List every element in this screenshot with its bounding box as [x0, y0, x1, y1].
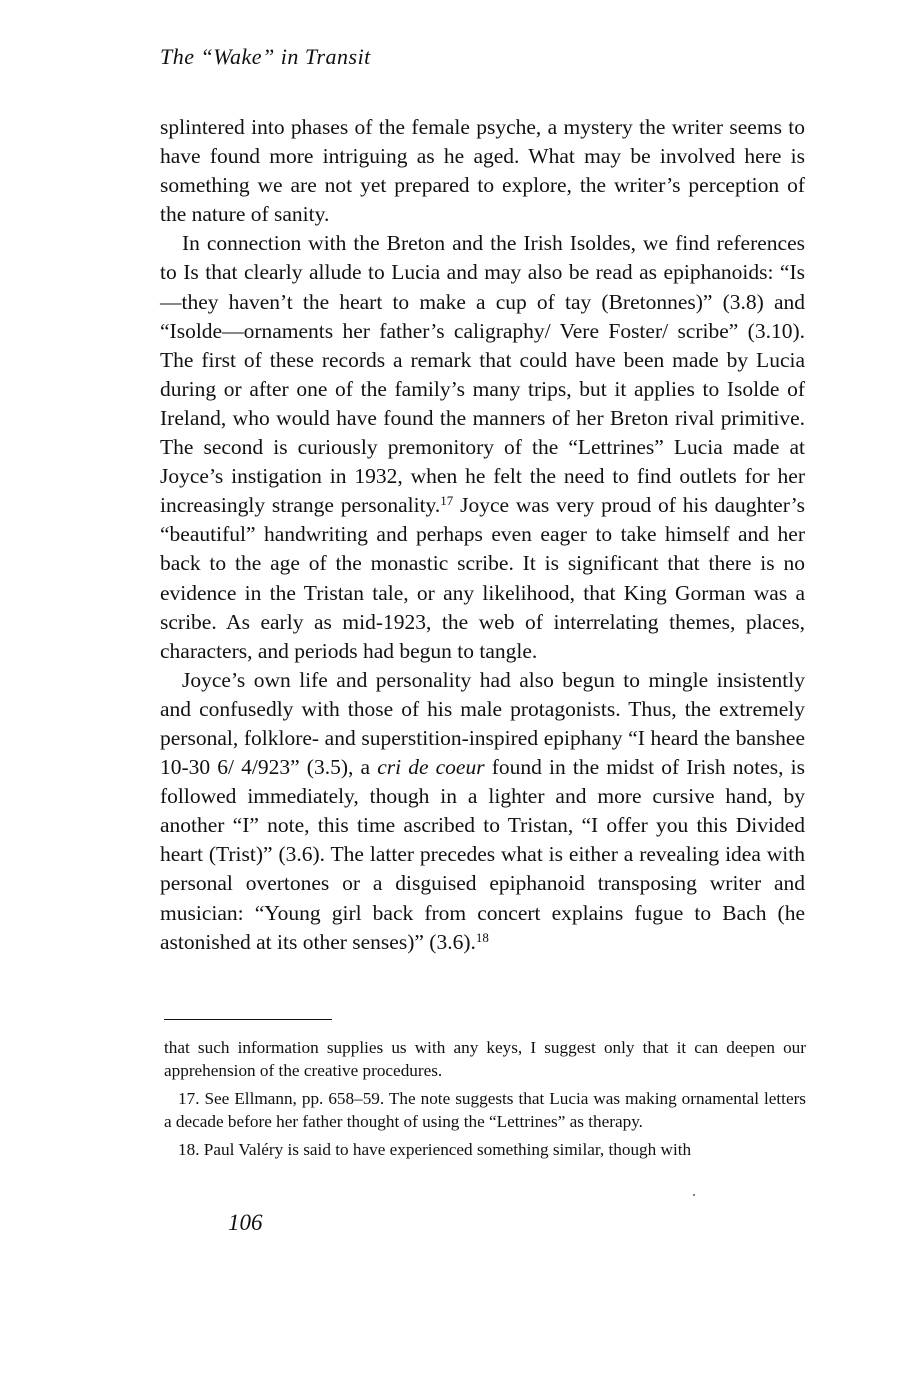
footnote-rule — [164, 1019, 332, 1020]
footnote-18: 18. Paul Valéry is said to have experienced something similar, though with — [178, 1140, 692, 1159]
footnote-ref-17[interactable]: 17 — [440, 493, 454, 509]
footnote-17: 17. See Ellmann, pp. 658–59. The note suggests that Lucia was making ornamental letters a decade before her father thought of using the “Lettrines” as therapy. — [164, 1089, 806, 1131]
paragraph-2 — [160, 229, 805, 665]
body-text — [160, 113, 805, 957]
paragraph-1-text: splintered into phases of the female psyche, a mystery the writer seems to have found more intriguing as he aged. What may be involved here is something we are not yet prepared to explore, the writer’s perception of the nature of sanity. — [160, 115, 805, 227]
footnotes — [164, 1036, 806, 1166]
paragraph-2-text-a: In connection with the Breton and the Irish Isoldes, we find references to Is that clearly allude to Lucia and may also be read as epiphanoids: “Is—they haven’t the heart to make a cup of tay (Bretonnes)” (3.8) and “Isolde—ornaments her father’s caligraphy/ Vere Foster/ scribe” (3.10). The first of these records a remark that could have been made by Lucia during or after one of the family’s many trips, but it applies to Isolde of Ireland, who would have found the manners of her Breton rival primitive. The second is curiously premonitory of the “Lettrines” Lucia made at Joyce’s instigation in 1932, when he felt the need to find outlets for her increasingly strange personality. — [160, 231, 805, 518]
paragraph-3 — [160, 666, 805, 957]
paragraph-3-text-b: found in the midst of Irish notes, is followed immediately, though in a lighter and more cursive hand, by another “I” note, this time ascribed to Tristan, “I offer you this Divided heart (Trist)” (3.6). The latter precedes what is either a revealing idea with personal overtones or a disguised epiphanoid transposing writer and musician: “Young girl back from concert explains fugue to Bach (he astonished at its other senses)” (3.6). — [160, 755, 806, 954]
print-speck — [693, 1194, 695, 1196]
footnote-continuation: that such information supplies us with any keys, I suggest only that it can deepen our apprehension of the creative procedures. — [164, 1038, 806, 1080]
footnote-ref-18[interactable]: 18 — [475, 929, 489, 945]
paragraph-3-italic: cri de coeur — [377, 755, 485, 780]
paragraph-2-text-b: Joyce was very proud of his daughter’s “beautiful” handwriting and perhaps even eager to take himself and her back to the age of the monastic scribe. It is significant that there is no evidence in the Tristan tale, or any likelihood, that King Gorman was a scribe. As early as mid-1923, the web of interrelating themes, places, characters, and periods had begun to tangle. — [160, 493, 806, 663]
page-number: 106 — [228, 1210, 263, 1235]
running-head: The “Wake” in Transit — [160, 44, 371, 69]
paragraph-3-text-a: Joyce’s own life and personality had also begun to mingle insistently and confusedly with those of his male protagonists. Thus, the extremely personal, folklore- and superstition-inspired epiphany “I heard the banshee 10-30 6/ 4/923” (3.5), a — [160, 667, 805, 780]
paragraph-1 — [160, 113, 805, 229]
